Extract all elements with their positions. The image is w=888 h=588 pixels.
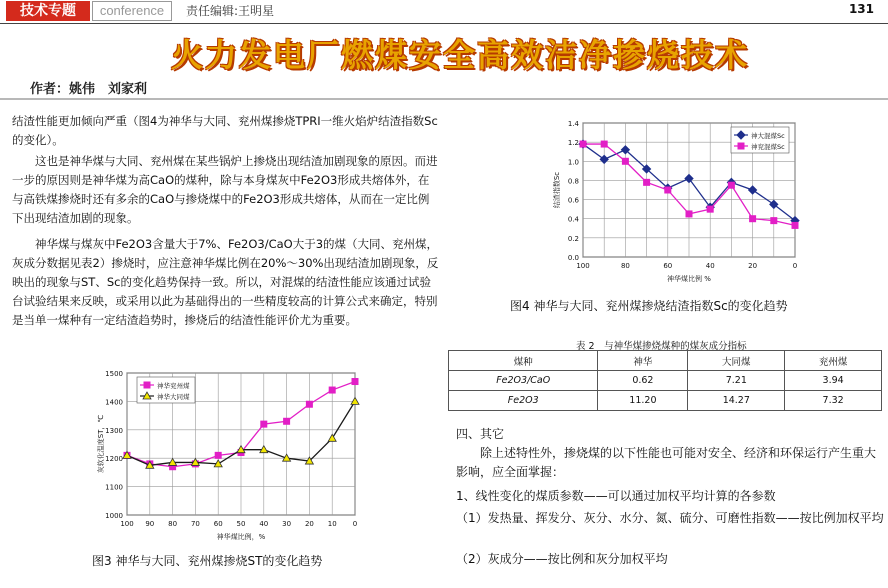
section-intro: 除上述特性外，掺烧煤的以下性能也可能对安全、经济和环保运行产生重大影响，应全面掌握： [456,446,877,479]
y-tick-label: 1000 [105,512,123,520]
y-axis-label: 结渣指数Sc [553,171,561,209]
data-point [306,401,312,407]
x-tick-label: 10 [327,520,337,528]
y-tick-label: 1500 [105,370,123,378]
x-tick-label: 0 [792,262,798,270]
y-tick-label: 0.0 [567,254,579,262]
x-tick-label: 100 [120,520,134,528]
x-tick-label: 20 [304,520,314,528]
table-header-cell: 兖州煤 [785,351,882,371]
x-tick-label: 0 [352,520,358,528]
table-row [449,391,882,411]
legend-label: 神大混煤Sc [751,132,785,140]
list-item: （2）灰成分——按比例和灰分加权平均 [456,552,668,566]
table-cell: 7.21 [688,371,785,391]
y-tick-label: 0.6 [567,196,579,205]
legend-label: 神兖混煤Sc [751,143,785,151]
section-label: 技术专题 [6,1,90,21]
data-point [707,206,713,212]
x-tick-label: 40 [259,520,269,528]
table-2-caption: 表 2 与神华煤掺烧煤种的煤灰成分指标 [576,341,747,352]
x-tick-label: 70 [190,520,200,528]
y-axis-label: 灰软化温度ST，℃ [97,414,105,474]
table-cell: 3.94 [785,371,882,391]
x-tick-label: 60 [213,520,223,528]
figure-3-chart [85,367,365,549]
table-2 [448,350,882,411]
data-point [738,143,744,149]
x-tick-label: 80 [620,262,630,270]
x-tick-label: 80 [168,520,178,528]
x-tick-label: 20 [748,262,758,270]
x-axis-label: 神华煤比例，% [216,533,266,541]
data-point [580,141,586,147]
table-header-cell: 煤种 [449,351,598,371]
title-rule [0,98,888,100]
y-tick-label: 1.2 [567,139,579,148]
y-tick-label: 1400 [105,398,123,407]
x-axis-label: 神华煤比例 % [667,275,711,283]
x-tick-label: 40 [705,262,715,270]
y-tick-label: 1300 [105,426,123,435]
x-tick-label: 90 [145,520,155,528]
data-point [329,387,335,393]
data-point [644,179,650,185]
legend-label: 神华兖州煤 [157,382,190,390]
table-row [449,371,882,391]
data-point [352,379,358,385]
list-item: （1）发热量、挥发分、灰分、水分、氮、硫分、可磨性指数——按比例加权平均 [456,511,884,525]
list-item: 1、线性变化的煤质参数——可以通过加权平均计算的各参数 [456,489,776,503]
paragraph-3: 神华煤与煤灰中Fe2O3含量大于7%、Fe2O3/CaO大于3的煤（大同、兖州煤，灰成分数据见表2）掺烧时，应注意神华煤比例在20%～30%出现结渣加剧现象，反映出的现象与ST、Sc的变化趋势保持一致。所以，对混煤的结渣性能应该通过试验台试验结果来反映，或采用以此为基础得出的一些精度较高的计算公式来确定，特别是当单一煤种有一定结渣趋势时，掺烧后的结渣性能评价尤为重要。 [12,237,439,327]
paragraph-1: 结渣性能更加倾向严重（图4为神华与大同、兖州煤掺烧TPRI一维火焰炉结渣指数Sc的变化）。 [12,114,438,147]
authors: 作者：姚伟 刘家利 [30,82,148,97]
table-header-row [449,351,882,371]
table-header-cell: 大同煤 [688,351,785,371]
y-tick-label: 1.0 [567,158,579,167]
table-cell: 14.27 [688,391,785,411]
x-tick-label: 50 [236,520,246,528]
data-point [144,382,150,388]
data-point [261,421,267,427]
y-tick-label: 0.4 [567,215,579,224]
table-cell: Fe2O3 [449,391,598,411]
y-tick-label: 0.8 [567,177,579,186]
legend-label: 神华大同煤 [157,393,190,401]
y-tick-label: 1.4 [567,120,579,128]
section-heading: 四、其它 [456,427,505,441]
figure-3-caption: 图3 神华与大同、兖州煤掺烧ST的变化趋势 [92,554,323,568]
y-tick-label: 1200 [105,455,123,464]
data-point [771,218,777,224]
table-cell: 0.62 [598,371,688,391]
data-point [601,141,607,147]
editor-credit: 责任编辑:王明星 [186,4,275,18]
data-point [686,211,692,217]
figure-4-chart [543,117,807,293]
header-rule [0,23,888,24]
paragraph-2: 这也是神华煤与大同、兖州煤在某些锅炉上掺烧出现结渣加剧现象的原因。而进一步的原因则是神华煤为高CaO的煤种，除与本身煤灰中Fe2O3形成共熔体外，在与高铁煤掺烧时还有多余的CaO与掺烧煤中的Fe2O3形成共熔体，从而在一定比例下出现结渣加剧的现象。 [12,154,438,225]
y-tick-label: 1100 [105,483,123,492]
data-point [750,216,756,222]
data-point [728,182,734,188]
data-point [215,452,221,458]
x-tick-label: 30 [282,520,292,528]
data-point [792,222,798,228]
y-tick-label: 0.2 [567,234,579,243]
data-point [284,418,290,424]
x-tick-label: 60 [663,262,673,270]
table-cell: 11.20 [598,391,688,411]
article-title: 火力发电厂燃煤安全高效洁净掺烧技术 [170,36,749,74]
conference-tag: conference [92,1,172,21]
table-cell: Fe2O3/CaO [449,371,598,391]
table-header-cell: 神华 [598,351,688,371]
page-number: 131 [848,2,874,16]
figure-4-caption: 图4 神华与大同、兖州煤掺烧结渣指数Sc的变化趋势 [510,299,788,313]
table-cell: 7.32 [785,391,882,411]
data-point [622,158,628,164]
x-tick-label: 100 [576,262,590,270]
data-point [665,187,671,193]
